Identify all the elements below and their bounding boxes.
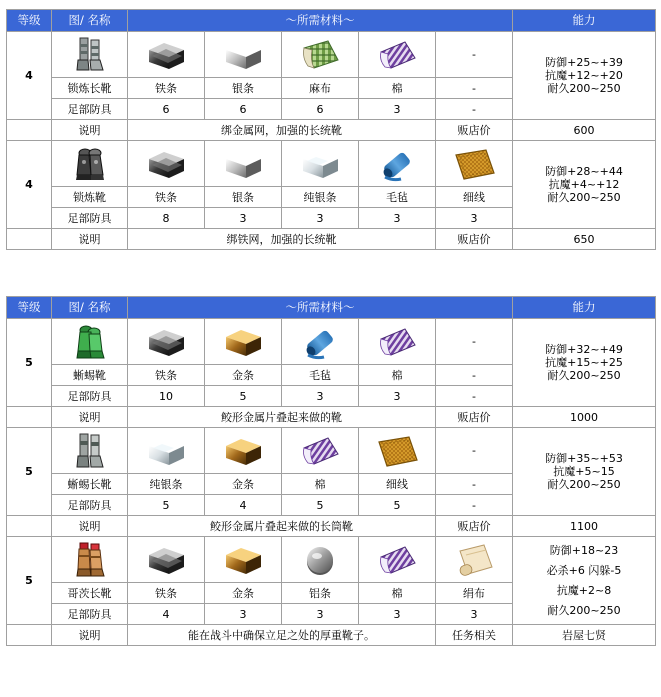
- material-name: 金条: [205, 474, 282, 495]
- material-name: 毛毡: [282, 365, 359, 386]
- table-row: [7, 319, 656, 365]
- table-header-row: [7, 10, 656, 32]
- item-ability: 防御+18~23 必杀+6 闪躲-5 抗魔+2~8 耐久200~250: [513, 537, 656, 625]
- material-name: 细线: [436, 187, 513, 208]
- material-qty: 3: [436, 604, 513, 625]
- item-level: 5: [7, 319, 52, 407]
- iron-bar-icon: [144, 323, 188, 361]
- item-name: 哥茨长靴: [52, 583, 128, 604]
- price-value: 1100: [513, 516, 656, 537]
- material-qty: 3: [359, 386, 436, 407]
- green-lizard-boots-icon: [75, 323, 105, 361]
- item-name: 蜥蜴长靴: [52, 474, 128, 495]
- material-qty: 4: [205, 495, 282, 516]
- gold-bar-icon: [221, 323, 265, 361]
- cotton-icon: [375, 36, 419, 74]
- material-qty: -: [436, 99, 513, 120]
- material-qty: 6: [128, 99, 205, 120]
- header-ability: 能力: [513, 297, 656, 319]
- felt-roll-icon: [298, 323, 342, 361]
- material-qty: 6: [205, 99, 282, 120]
- material-name: 棉: [359, 365, 436, 386]
- item-description: 鲛形金属片叠起来做的长筒靴: [128, 516, 436, 537]
- item-name: 锁炼长靴: [52, 78, 128, 99]
- price-label: 任务相关: [436, 625, 513, 646]
- pure-silver-bar-icon: [144, 432, 188, 470]
- material-qty: -: [436, 386, 513, 407]
- cotton-icon: [298, 432, 342, 470]
- desc-label: 说明: [52, 407, 128, 428]
- cotton-icon: [375, 541, 419, 579]
- material-qty: 3: [359, 208, 436, 229]
- silver-bar-icon: [221, 36, 265, 74]
- material-qty: 3: [205, 208, 282, 229]
- item-level: 5: [7, 537, 52, 625]
- material-name: 铁条: [128, 583, 205, 604]
- price-value: 600: [513, 120, 656, 141]
- item-type: 足部防具: [52, 604, 128, 625]
- material-name: 铁条: [128, 365, 205, 386]
- table-row: [7, 407, 656, 428]
- header-name: 图/ 名称: [52, 10, 128, 32]
- cotton-icon: [375, 323, 419, 361]
- table-row: [7, 32, 656, 78]
- table-row: [7, 428, 656, 474]
- material-name: 铁条: [128, 187, 205, 208]
- material-qty: 10: [128, 386, 205, 407]
- material-qty: 4: [128, 604, 205, 625]
- material-name: 棉: [359, 583, 436, 604]
- material-name: -: [436, 474, 513, 495]
- material-qty: 3: [436, 208, 513, 229]
- header-level: 等级: [7, 10, 52, 32]
- material-qty: 5: [128, 495, 205, 516]
- crafting-table-1: [6, 9, 656, 250]
- price-label: 贩店价: [436, 516, 513, 537]
- material-name: 银条: [205, 78, 282, 99]
- header-level: 等级: [7, 297, 52, 319]
- material-name: 毛毡: [359, 187, 436, 208]
- table-row: [7, 141, 656, 187]
- item-ability: 防御+25~+39 抗魔+12~+20 耐久200~250: [513, 32, 656, 120]
- table-header-row: [7, 297, 656, 319]
- fine-thread-icon: [452, 145, 496, 183]
- material-name: 纯银条: [128, 474, 205, 495]
- desc-label: 说明: [52, 625, 128, 646]
- price-value: 650: [513, 229, 656, 250]
- item-ability: 防御+32~+49 抗魔+15~+25 耐久200~250: [513, 319, 656, 407]
- item-icon-cell: [52, 32, 128, 78]
- item-name: 锁炼靴: [52, 187, 128, 208]
- material-qty: 5: [359, 495, 436, 516]
- material-name: -: [436, 78, 513, 99]
- item-level: 4: [7, 141, 52, 229]
- material-name: 银条: [205, 187, 282, 208]
- item-type: 足部防具: [52, 386, 128, 407]
- empty-material-slot: -: [436, 32, 513, 78]
- desc-label: 说明: [52, 229, 128, 250]
- material-qty: 3: [359, 604, 436, 625]
- item-description: 绑金属网，加强的长统靴: [128, 120, 436, 141]
- item-description: 鲛形金属片叠起来做的靴: [128, 407, 436, 428]
- table-row: [7, 625, 656, 646]
- felt-roll-icon: [375, 145, 419, 183]
- material-name: 绢布: [436, 583, 513, 604]
- item-ability: 防御+28~+44 抗魔+4~+12 耐久200~250: [513, 141, 656, 229]
- header-name: 图/ 名称: [52, 297, 128, 319]
- material-qty: -: [436, 495, 513, 516]
- silk-cloth-icon: [452, 541, 496, 579]
- material-name: 细线: [359, 474, 436, 495]
- dark-chain-boots-icon: [75, 145, 105, 183]
- linen-cloth-icon: [298, 36, 342, 74]
- table-row: [7, 229, 656, 250]
- empty-material-slot: -: [436, 319, 513, 365]
- price-label: 贩店价: [436, 229, 513, 250]
- iron-bar-icon: [144, 145, 188, 183]
- iron-bar-icon: [144, 36, 188, 74]
- silver-bar-icon: [221, 145, 265, 183]
- item-name: 蜥蜴靴: [52, 365, 128, 386]
- material-name: 铝条: [282, 583, 359, 604]
- material-qty: 3: [205, 604, 282, 625]
- gold-bar-icon: [221, 432, 265, 470]
- gold-bar-icon: [221, 541, 265, 579]
- header-ability: 能力: [513, 10, 656, 32]
- fine-thread-icon: [375, 432, 419, 470]
- material-name: 棉: [282, 474, 359, 495]
- material-qty: 6: [282, 99, 359, 120]
- material-name: -: [436, 365, 513, 386]
- item-level: 4: [7, 32, 52, 120]
- material-name: 铁条: [128, 78, 205, 99]
- desc-label: 说明: [52, 120, 128, 141]
- material-qty: 5: [282, 495, 359, 516]
- grey-armored-boots-icon: [75, 36, 105, 74]
- item-description: 能在战斗中确保立足之处的厚重靴子。: [128, 625, 436, 646]
- desc-label: 说明: [52, 516, 128, 537]
- price-value: 1000: [513, 407, 656, 428]
- price-value: 岩屋七贤: [513, 625, 656, 646]
- item-ability: 防御+35~+53 抗魔+5~15 耐久200~250: [513, 428, 656, 516]
- material-qty: 3: [282, 208, 359, 229]
- pure-silver-bar-icon: [298, 145, 342, 183]
- item-description: 绑铁网，加强的长统靴: [128, 229, 436, 250]
- empty-material-slot: -: [436, 428, 513, 474]
- red-goths-boots-icon: [75, 541, 105, 579]
- price-label: 贩店价: [436, 407, 513, 428]
- material-name: 棉: [359, 78, 436, 99]
- table-row: [7, 537, 656, 583]
- price-label: 贩店价: [436, 120, 513, 141]
- header-materials: ～所需材料～: [128, 10, 513, 32]
- material-name: 金条: [205, 365, 282, 386]
- material-qty: 3: [282, 604, 359, 625]
- material-name: 纯银条: [282, 187, 359, 208]
- item-type: 足部防具: [52, 208, 128, 229]
- item-type: 足部防具: [52, 495, 128, 516]
- grey-lizard-long-boots-icon: [75, 432, 105, 470]
- aluminum-disc-icon: [298, 541, 342, 579]
- iron-bar-icon: [144, 541, 188, 579]
- material-name: 麻布: [282, 78, 359, 99]
- material-qty: 8: [128, 208, 205, 229]
- item-type: 足部防具: [52, 99, 128, 120]
- table-row: [7, 120, 656, 141]
- crafting-table-2: [6, 296, 656, 646]
- material-qty: 3: [359, 99, 436, 120]
- item-level: 5: [7, 428, 52, 516]
- material-qty: 5: [205, 386, 282, 407]
- table-row: [7, 516, 656, 537]
- material-qty: 3: [282, 386, 359, 407]
- header-materials: ～所需材料～: [128, 297, 513, 319]
- material-name: 金条: [205, 583, 282, 604]
